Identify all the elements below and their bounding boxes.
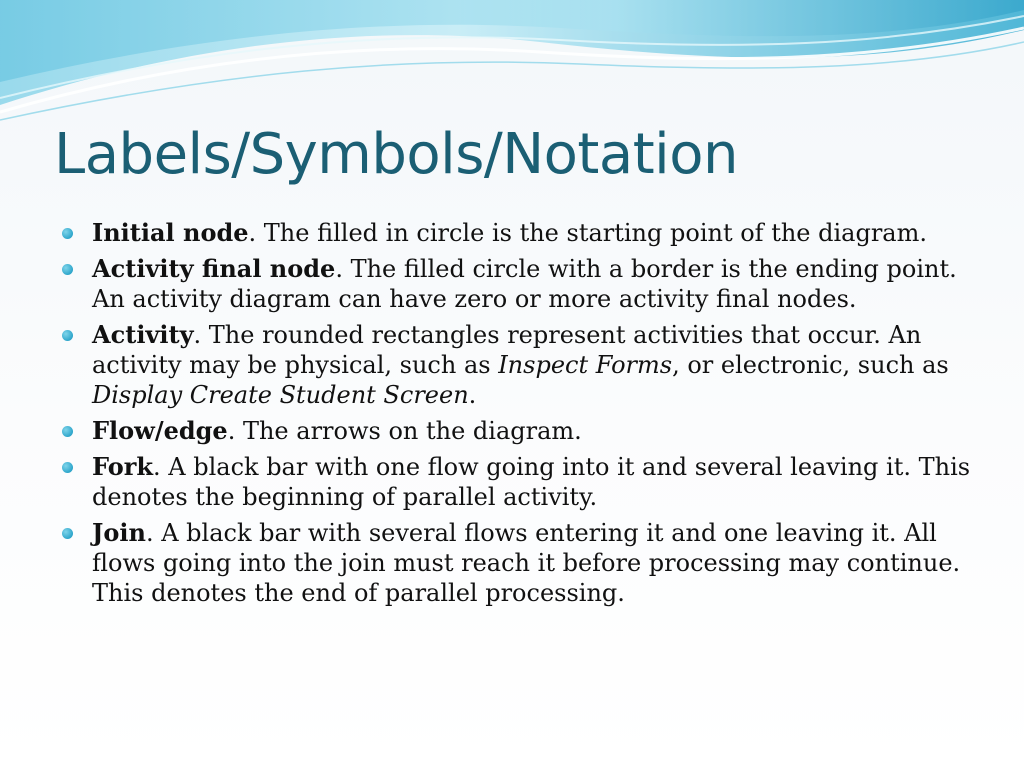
bullet-text: . A black bar with one flow going into it and several leaving it. This denotes the beginning of parallel activity. bbox=[92, 453, 971, 511]
bullet-activity bbox=[62, 320, 982, 410]
bullet-term: Join bbox=[92, 518, 146, 547]
bullet-dot-icon bbox=[62, 264, 73, 275]
bullet-term: Initial node bbox=[92, 218, 249, 247]
bullet-term: Flow/edge bbox=[92, 416, 228, 445]
bullet-text: . The rounded rectangles represent activities that occur. An activity may be physical, such as bbox=[92, 321, 922, 379]
bullet-fork bbox=[62, 452, 982, 512]
bullet-dot-icon bbox=[62, 228, 73, 239]
bullet-dot-icon bbox=[62, 462, 73, 473]
bullet-term: Activity bbox=[92, 320, 194, 349]
bullet-flow-edge bbox=[62, 416, 982, 446]
bullet-term: Activity final node bbox=[92, 254, 336, 283]
bullet-dot-icon bbox=[62, 330, 73, 341]
bullet-italic-example: Display Create Student Screen bbox=[92, 381, 469, 409]
bullet-text: . The filled circle with a border is the ending point. An activity diagram can have zero or more activity final nodes. bbox=[92, 255, 957, 313]
bullet-activity-final-node bbox=[62, 254, 982, 314]
bullet-list bbox=[62, 218, 982, 614]
bullet-join bbox=[62, 518, 982, 608]
bullet-text: . A black bar with several flows entering it and one leaving it. All flows going into the join must reach it before processing may continue. This denotes the end of parallel processing. bbox=[92, 519, 961, 607]
bullet-text: . bbox=[468, 381, 477, 409]
bullet-text: . The filled in circle is the starting point of the diagram. bbox=[248, 219, 927, 247]
header-wave-decoration bbox=[0, 0, 1024, 140]
bullet-text: . The arrows on the diagram. bbox=[227, 417, 582, 445]
bullet-dot-icon bbox=[62, 528, 73, 539]
bullet-italic-example: Inspect Forms bbox=[498, 351, 673, 379]
slide-title: Labels/Symbols/Notation bbox=[54, 122, 738, 187]
bullet-initial-node bbox=[62, 218, 982, 248]
bullet-dot-icon bbox=[62, 426, 73, 437]
bullet-term: Fork bbox=[92, 452, 154, 481]
bullet-text: , or electronic, such as bbox=[672, 351, 949, 379]
